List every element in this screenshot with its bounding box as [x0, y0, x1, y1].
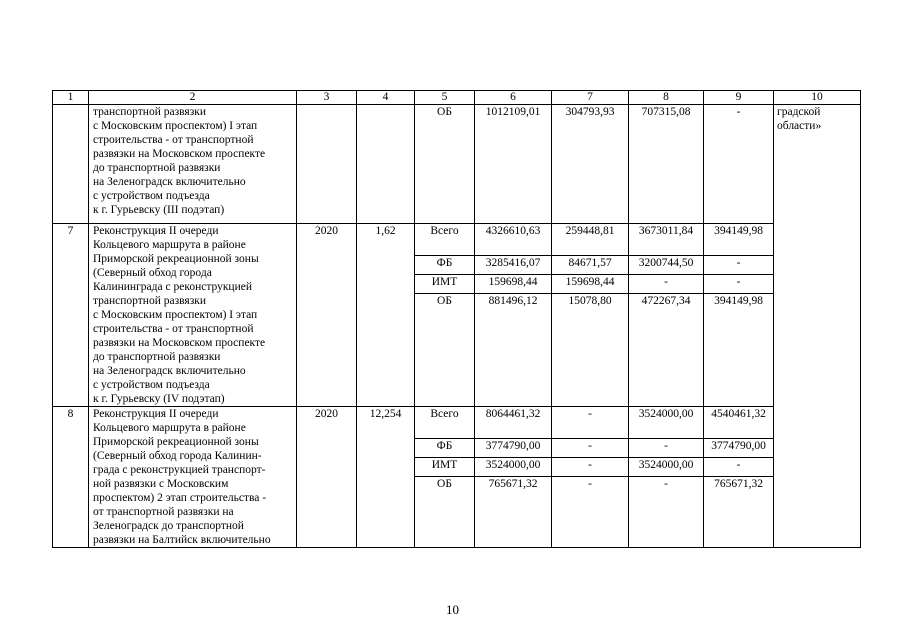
- amount-col9: -: [704, 458, 774, 477]
- amount-col9: 3774790,00: [704, 439, 774, 458]
- amount-col8: 3524000,00: [629, 407, 704, 439]
- row-number-cell: [53, 105, 89, 224]
- amount-col8: -: [629, 439, 704, 458]
- amount-col7: 259448,81: [552, 224, 629, 256]
- row-number: 7: [53, 224, 89, 407]
- total-amount: 765671,32: [475, 477, 552, 548]
- year-cell: 2020: [297, 407, 357, 548]
- description-line: (Северный обход города Калинин-: [93, 450, 262, 462]
- description-line: Приморской рекреационной зоны: [93, 436, 259, 448]
- description-line: до транспортной развязки: [93, 162, 221, 174]
- header-cell: 8: [629, 91, 704, 105]
- responsible-text: области»: [777, 120, 822, 132]
- responsible-text: градской: [777, 106, 821, 118]
- funding-source: ФБ: [415, 256, 475, 275]
- header-cell: 6: [475, 91, 552, 105]
- description-line: Приморской рекреационной зоны: [93, 253, 259, 265]
- amount-col9: -: [704, 256, 774, 275]
- amount-col9: 4540461,32: [704, 407, 774, 439]
- description-line: проспектом) 2 этап строительства -: [93, 492, 267, 504]
- amount-col7: -: [552, 458, 629, 477]
- header-cell: 3: [297, 91, 357, 105]
- funding-source: ОБ: [415, 294, 475, 407]
- amount-col8: 3200744,50: [629, 256, 704, 275]
- header-row: [53, 91, 861, 105]
- description-line: транспортной развязки: [93, 106, 206, 118]
- total-amount: 8064461,32: [475, 407, 552, 439]
- row-number: 8: [53, 407, 89, 548]
- description-line: до транспортной развязки: [93, 351, 221, 363]
- funding-source: ИМТ: [415, 458, 475, 477]
- description-line: развязки на Московском проспекте: [93, 337, 266, 349]
- document-table-area: [52, 90, 861, 548]
- funding-source: Всего: [415, 224, 475, 256]
- year-cell: [297, 105, 357, 224]
- amount-col9: -: [704, 275, 774, 294]
- description-line: с устройством подъезда: [93, 190, 210, 202]
- description-line: Зеленоградск до транспортной: [93, 520, 244, 532]
- description-line: от транспортной развязки на: [93, 506, 234, 518]
- total-amount: 881496,12: [475, 294, 552, 407]
- description-line: Кольцевого маршрута в районе: [93, 422, 246, 434]
- funding-source: ОБ: [415, 105, 475, 224]
- header-cell: 4: [357, 91, 415, 105]
- project-description: [89, 224, 297, 407]
- description-line: Реконструкция II очереди: [93, 225, 219, 237]
- description-line: с Московским проспектом) I этап: [93, 120, 258, 132]
- funding-source: ФБ: [415, 439, 475, 458]
- header-cell: 7: [552, 91, 629, 105]
- description-line: к г. Гурьевску (III подэтап): [93, 204, 225, 216]
- amount-col9: 394149,98: [704, 224, 774, 256]
- description-line: с устройством подъезда: [93, 379, 210, 391]
- amount-col8: 707315,08: [629, 105, 704, 224]
- header-cell: 9: [704, 91, 774, 105]
- description-line: развязки на Московском проспекте: [93, 148, 266, 160]
- header-cell: 5: [415, 91, 475, 105]
- amount-col9: -: [704, 105, 774, 224]
- description-line: на Зеленоградск включительно: [93, 365, 246, 377]
- amount-col7: 159698,44: [552, 275, 629, 294]
- description-line: (Северный обход города: [93, 267, 212, 279]
- amount-col8: -: [629, 477, 704, 548]
- length-cell: 1,62: [357, 224, 415, 407]
- description-line: строительства - от транспортной: [93, 323, 254, 335]
- length-cell: 12,254: [357, 407, 415, 548]
- funding-table: [52, 90, 861, 548]
- total-amount: 4326610,63: [475, 224, 552, 256]
- table-row: [53, 407, 861, 439]
- amount-col7: -: [552, 477, 629, 548]
- table-row: [53, 105, 861, 224]
- header-cell: 2: [89, 91, 297, 105]
- description-line: развязки на Балтийск включительно: [93, 534, 271, 546]
- description-line: с Московским проспектом) I этап: [93, 309, 258, 321]
- description-line: на Зеленоградск включительно: [93, 176, 246, 188]
- description-line: строительства - от транспортной: [93, 134, 254, 146]
- total-amount: 3524000,00: [475, 458, 552, 477]
- amount-col8: -: [629, 275, 704, 294]
- amount-col7: -: [552, 439, 629, 458]
- amount-col9: 765671,32: [704, 477, 774, 548]
- project-description: [89, 407, 297, 548]
- table-row: [53, 224, 861, 256]
- description-line: к г. Гурьевску (IV подэтап): [93, 393, 225, 405]
- funding-source: ОБ: [415, 477, 475, 548]
- year-cell: 2020: [297, 224, 357, 407]
- description-line: транспортной развязки: [93, 295, 206, 307]
- description-line: Кольцевого маршрута в районе: [93, 239, 246, 251]
- description-line: града с реконструкцией транспорт-: [93, 464, 266, 476]
- amount-col8: 3673011,84: [629, 224, 704, 256]
- amount-col7: 304793,93: [552, 105, 629, 224]
- amount-col8: 472267,34: [629, 294, 704, 407]
- length-cell: [357, 105, 415, 224]
- total-amount: 159698,44: [475, 275, 552, 294]
- project-description: [89, 105, 297, 224]
- amount-col7: -: [552, 407, 629, 439]
- funding-source: Всего: [415, 407, 475, 439]
- amount-col7: 84671,57: [552, 256, 629, 275]
- description-line: Калининграда с реконструкцией: [93, 281, 252, 293]
- header-cell: 1: [53, 91, 89, 105]
- amount-col7: 15078,80: [552, 294, 629, 407]
- total-amount: 1012109,01: [475, 105, 552, 224]
- amount-col9: 394149,98: [704, 294, 774, 407]
- amount-col8: 3524000,00: [629, 458, 704, 477]
- responsible-cell: [774, 105, 861, 548]
- funding-source: ИМТ: [415, 275, 475, 294]
- total-amount: 3285416,07: [475, 256, 552, 275]
- description-line: ной развязки с Московским: [93, 478, 229, 490]
- total-amount: 3774790,00: [475, 439, 552, 458]
- header-cell: 10: [774, 91, 861, 105]
- page-number: 10: [446, 602, 459, 617]
- description-line: Реконструкция II очереди: [93, 408, 219, 420]
